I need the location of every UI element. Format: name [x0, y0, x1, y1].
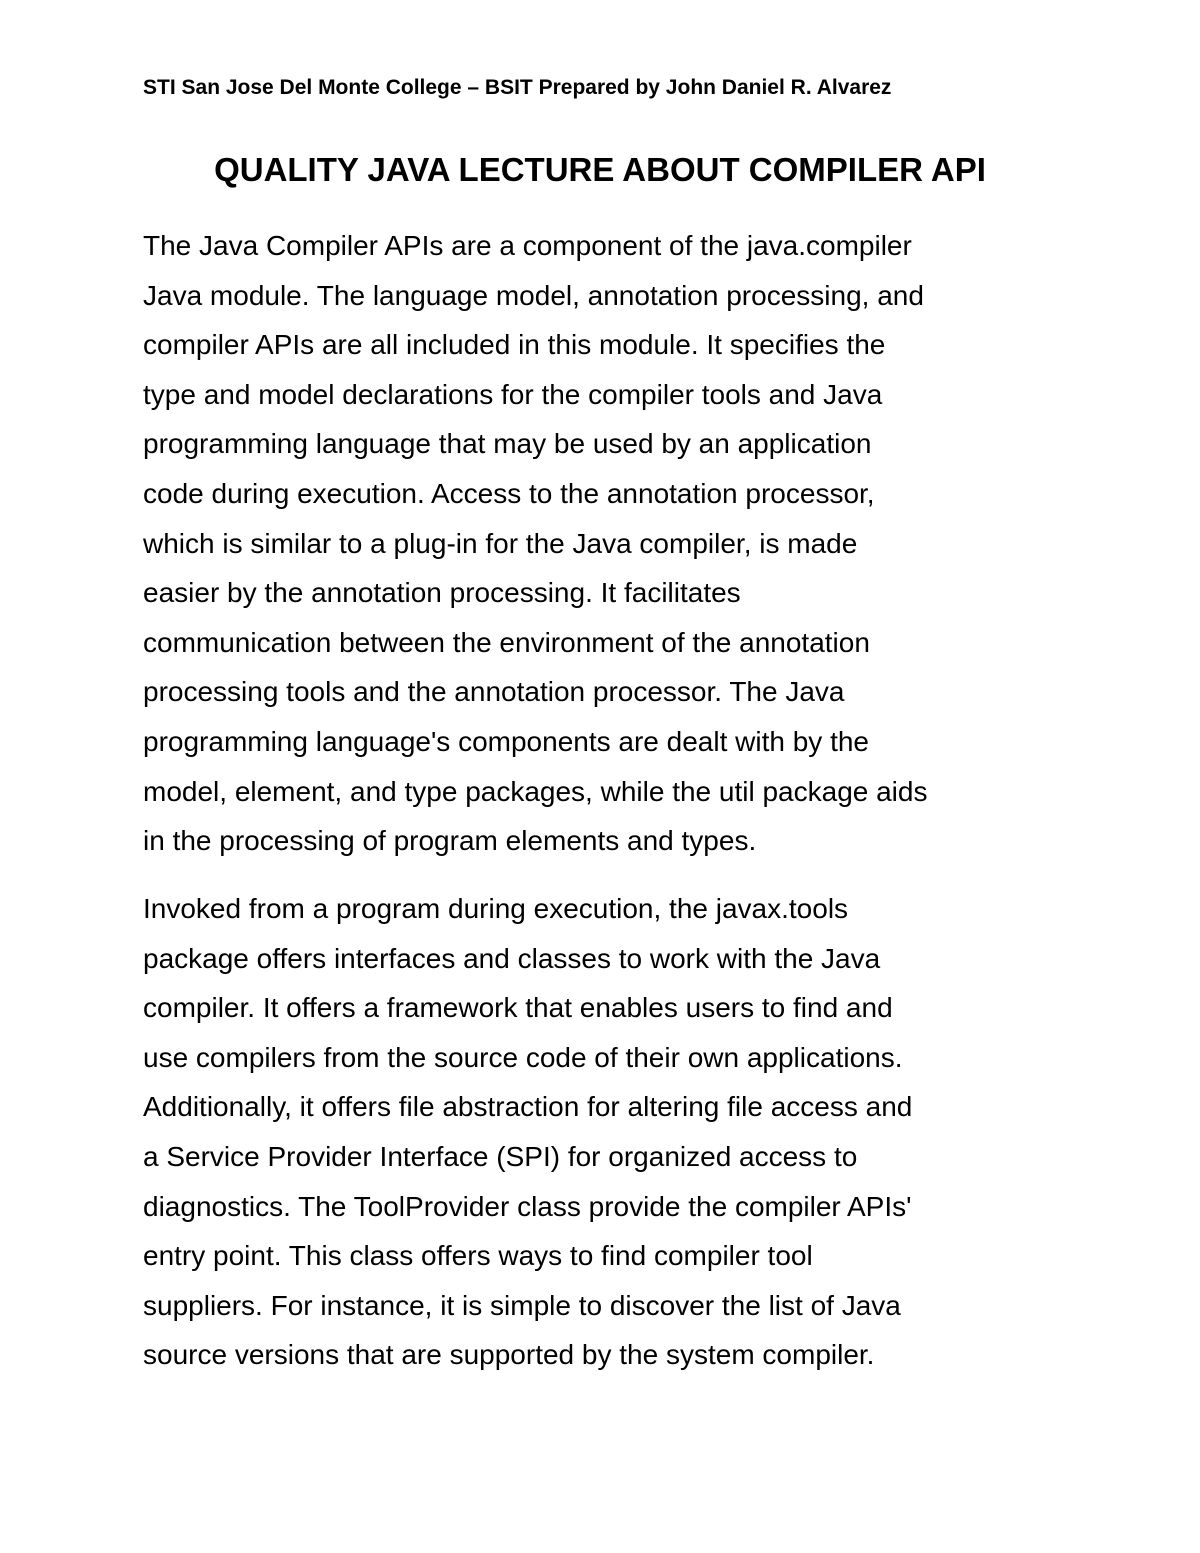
paragraph-line: Java module. The language model, annotation processing, and	[143, 279, 924, 311]
paragraph-line: communication between the environment of the annotation	[143, 626, 870, 658]
paragraph-1	[143, 221, 1063, 866]
paragraph-line: in the processing of program elements and types.	[143, 825, 757, 857]
paragraph-line: source versions that are supported by the system compiler.	[143, 1339, 875, 1371]
paragraph-line: programming language's components are dealt with by the	[143, 725, 869, 757]
paragraph-line: compiler APIs are all included in this module. It specifies the	[143, 329, 886, 361]
paragraph-line: The Java Compiler APIs are a component of the java.compiler	[143, 230, 912, 261]
paragraph-line: which is similar to a plug-in for the Java compiler, is made	[143, 527, 858, 559]
paragraph-line: a Service Provider Interface (SPI) for organized access to	[143, 1140, 858, 1172]
paragraph-line: model, element, and type packages, while the util package aids	[143, 775, 928, 807]
page-header: STI San Jose Del Monte College – BSIT Prepared by John Daniel R. Alvarez	[143, 76, 892, 99]
paragraph-line: entry point. This class offers ways to find compiler tool	[143, 1240, 813, 1272]
paragraph-line: package offers interfaces and classes to work with the Java	[143, 942, 881, 974]
paragraph-line: diagnostics. The ToolProvider class provide the compiler APIs'	[143, 1190, 912, 1222]
paragraph-line: programming language that may be used by an application	[143, 428, 872, 460]
paragraph-line: Invoked from a program during execution, the javax.tools	[143, 893, 849, 924]
paragraph-line: processing tools and the annotation processor. The Java	[143, 676, 845, 708]
paragraph-line: Additionally, it offers file abstraction for altering file access and	[143, 1091, 913, 1123]
paragraph-line: easier by the annotation processing. It facilitates	[143, 577, 741, 609]
paragraph-line: type and model declarations for the compiler tools and Java	[143, 378, 883, 410]
paragraph-line: use compilers from the source code of their own applications.	[143, 1041, 903, 1073]
document-title: QUALITY JAVA LECTURE ABOUT COMPILER API	[214, 151, 986, 188]
paragraph-line: compiler. It offers a framework that enables users to find and	[143, 992, 893, 1024]
paragraph-line: suppliers. For instance, it is simple to discover the list of Java	[143, 1289, 901, 1321]
paragraph-line: code during execution. Access to the annotation processor,	[143, 477, 875, 509]
paragraph-2	[143, 884, 1063, 1380]
